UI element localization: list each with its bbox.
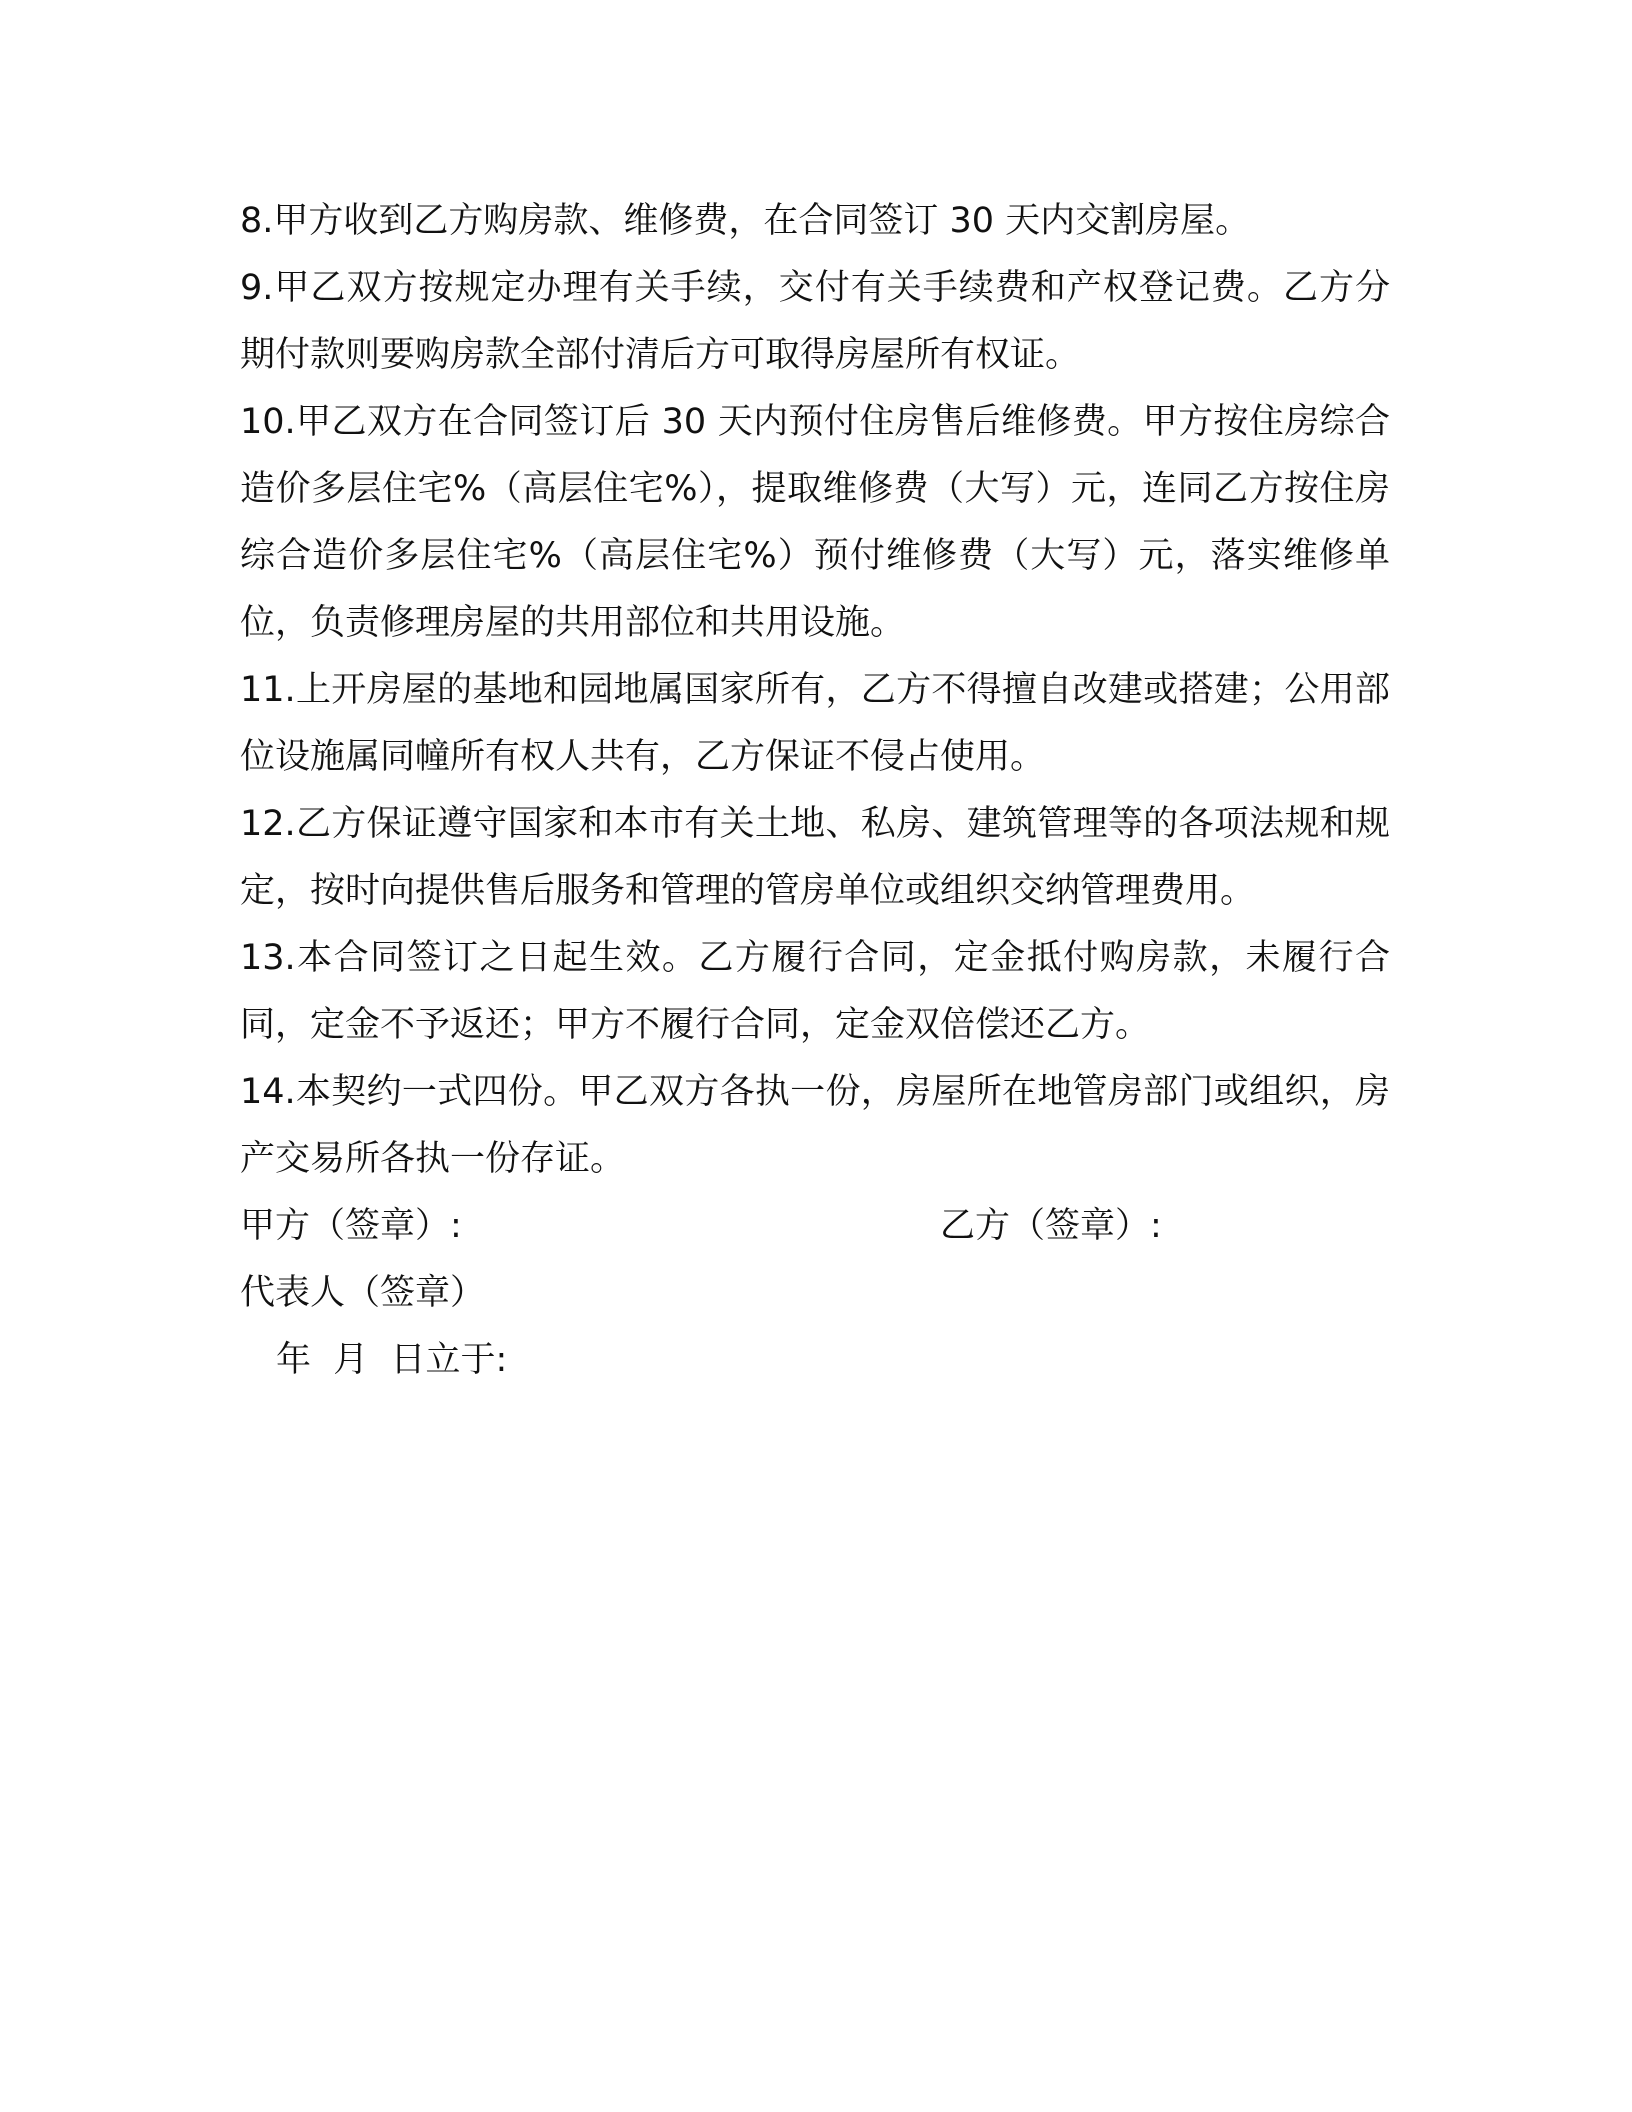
clause-11: 11.上开房屋的基地和园地属国家所有，乙方不得擅自改建或搭建；公用部位设施属同幢所有权人共有，乙方保证不侵占使用。 <box>240 670 1390 777</box>
representative-signature-label: 代表人（签章） <box>240 1273 486 1313</box>
party-b-signature-label: 乙方（签章）: <box>940 1206 1162 1246</box>
clause-14: 14.本契约一式四份。甲乙双方各执一份，房屋所在地管房部门或组织，房产交易所各执一份存证。 <box>240 1072 1390 1179</box>
representative-row <box>240 1260 1390 1327</box>
clause-9: 9.甲乙双方按规定办理有关手续，交付有关手续费和产权登记费。乙方分期付款则要购房款全部付清后方可取得房屋所有权证。 <box>240 268 1390 375</box>
party-a-signature-label: 甲方（签章）: <box>240 1206 462 1246</box>
date-line: 年 月 日立于: <box>276 1340 508 1380</box>
clause-10: 10.甲乙双方在合同签订后 30 天内预付住房售后维修费。甲方按住房综合造价多层住宅%（高层住宅%），提取维修费（大写）元，连同乙方按住房综合造价多层住宅%（高层住宅%）预付维修费（大写）元，落实维修单位，负责修理房屋的共用部位和共用设施。 <box>240 402 1390 643</box>
clause-8: 8.甲方收到乙方购房款、维修费，在合同签订 30 天内交割房屋。 <box>240 201 1251 241</box>
clause-12: 12.乙方保证遵守国家和本市有关土地、私房、建筑管理等的各项法规和规定，按时向提供售后服务和管理的管房单位或组织交纳管理费用。 <box>240 804 1390 911</box>
contract-body <box>240 188 1390 1394</box>
signature-row <box>240 1193 1390 1260</box>
clause-13: 13.本合同签订之日起生效。乙方履行合同，定金抵付购房款，未履行合同，定金不予返还；甲方不履行合同，定金双倍偿还乙方。 <box>240 938 1390 1045</box>
